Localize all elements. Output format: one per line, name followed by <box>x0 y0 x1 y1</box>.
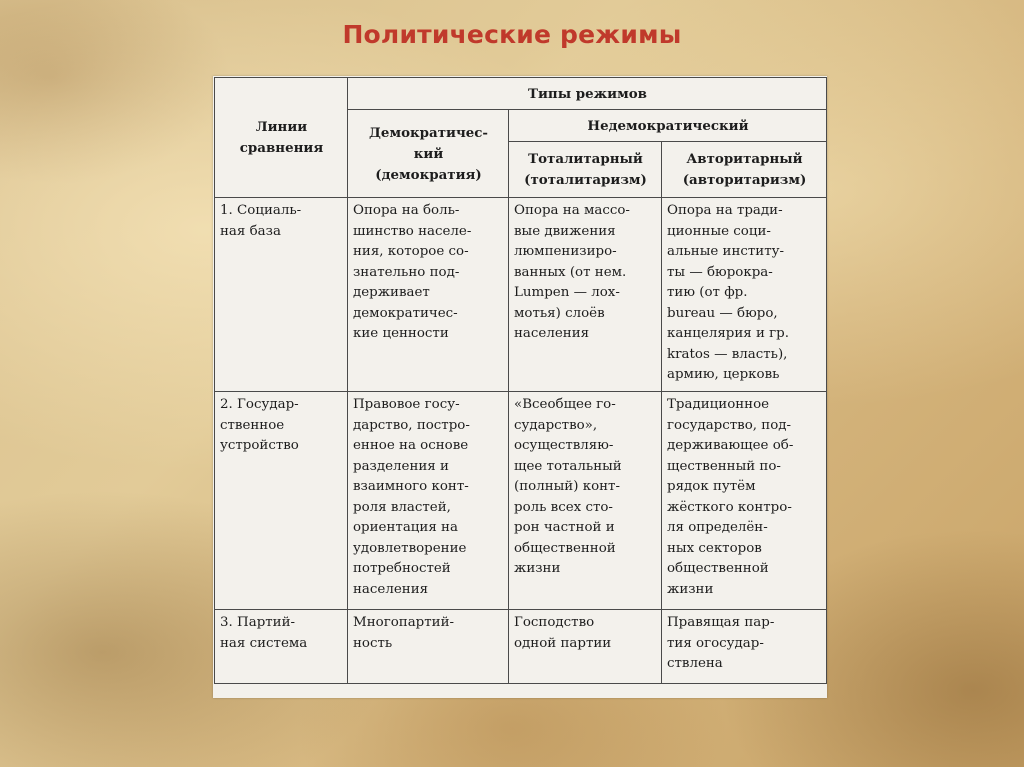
table-row <box>215 392 827 610</box>
cell-totalitarian: Опора на массо- вые движения люмпенизиро- ванных (от нем. Lumpen — лох- мотья) слоёв населения <box>509 198 662 392</box>
header-democratic: Демократичес- кий (демократия) <box>348 110 509 198</box>
row-criterion: 2. Государ- ственное устройство <box>215 392 348 610</box>
header-row-1 <box>215 78 827 110</box>
header-authoritarian: Авторитарный (авторитаризм) <box>662 142 827 198</box>
comparison-table-sheet <box>213 76 827 698</box>
row-criterion: 3. Партий- ная система <box>215 610 348 684</box>
slide-title: Политические режимы <box>342 20 682 49</box>
cell-totalitarian: Господство одной партии <box>509 610 662 684</box>
cell-democratic: Правовое госу- дарство, постро- енное на основе разделения и взаимного конт- роля властей, ориентация на удовлетворение потребностей населения <box>348 392 509 610</box>
header-non-democratic: Недемократический <box>509 110 827 142</box>
cell-totalitarian: «Всеобщее го- сударство», осуществляю- щее тотальный (полный) конт- роль всех сто- рон частной и общественной жизни <box>509 392 662 610</box>
table-row <box>215 610 827 684</box>
cell-democratic: Многопартий- ность <box>348 610 509 684</box>
cell-authoritarian: Правящая пар- тия огосудар- ствлена <box>662 610 827 684</box>
header-comparison-lines: Линии сравнения <box>215 78 348 198</box>
cell-democratic: Опора на боль- шинство населе- ния, которое со- знательно под- держивает демократичес- кие ценности <box>348 198 509 392</box>
cell-authoritarian: Опора на тради- ционные соци- альные институ- ты — бюрокра- тию (от фр. bureau — бюро, канцелярия и гр. kratos — власть), армию, церковь <box>662 198 827 392</box>
table-row <box>215 198 827 392</box>
cell-authoritarian: Традиционное государство, под- держивающее об- щественный по- рядок путём жёсткого контро- ля определён- ных секторов общественной жизни <box>662 392 827 610</box>
row-criterion: 1. Социаль- ная база <box>215 198 348 392</box>
political-regimes-table <box>214 77 827 684</box>
header-totalitarian: Тоталитарный (тоталитаризм) <box>509 142 662 198</box>
header-regime-types: Типы режимов <box>348 78 827 110</box>
